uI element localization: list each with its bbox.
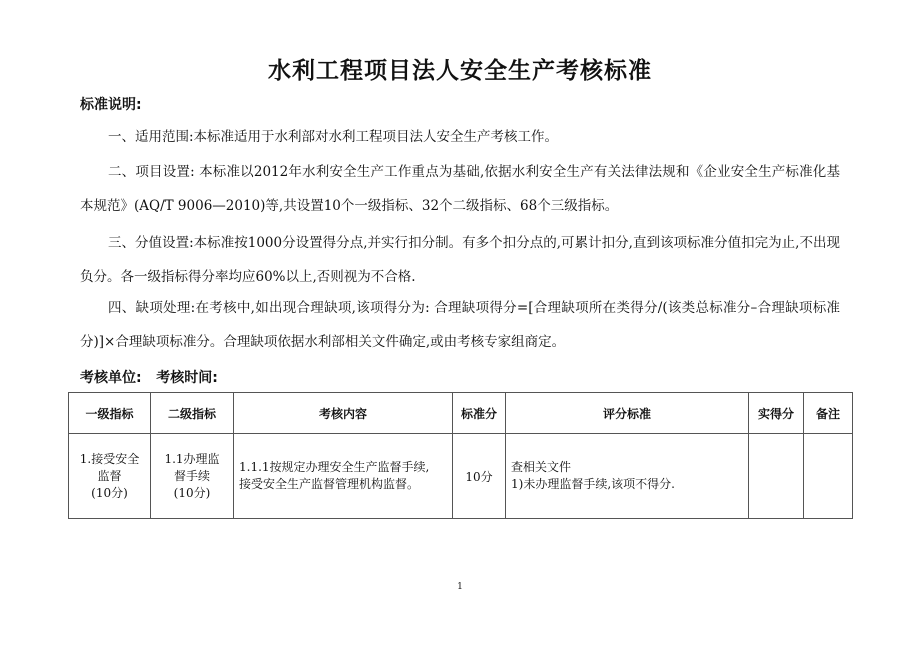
table-header-row <box>69 393 853 434</box>
header-content: 考核内容 <box>234 393 453 434</box>
header-actual: 实得分 <box>749 393 804 434</box>
intro-label: 标准说明: <box>80 97 142 113</box>
cell-line: (10分) <box>91 485 128 500</box>
cell-line: (10分) <box>173 485 211 500</box>
cell-remark <box>804 434 853 519</box>
paragraph-missing-items: 四、缺项处理:在考核中,如出现合理缺项,该项得分为: 合理缺项得分=[合理缺项所在类得分/(该类总标准分–合理缺项标准分)]×合理缺项标准分。合理缺项依据水利部相关文件确定,或由考核专家组商定。 <box>80 300 840 350</box>
cell-level1 <box>69 434 151 519</box>
unit-time-line: 考核单位: 考核时间: <box>80 370 218 386</box>
cell-line: 接受安全生产监督管理机构监督。 <box>239 477 420 491</box>
table-row <box>69 434 853 519</box>
cell-line: 监督 <box>97 468 122 483</box>
cell-line: 1.1办理监 <box>164 451 220 466</box>
header-score: 标准分 <box>453 393 506 434</box>
cell-line: 督手续 <box>173 468 210 483</box>
page-number: 1 <box>457 582 463 592</box>
assessment-table <box>68 392 853 519</box>
paragraph-scope: 一、适用范围:本标准适用于水利部对水利工程项目法人安全生产考核工作。 <box>108 129 559 145</box>
cell-content <box>234 434 453 519</box>
header-remark: 备注 <box>804 393 853 434</box>
header-level1: 一级指标 <box>69 393 151 434</box>
cell-line: 1)未办理监督手续,该项不得分. <box>511 477 675 491</box>
cell-line: 查相关文件 <box>511 460 572 474</box>
cell-criteria <box>506 434 749 519</box>
header-level2: 二级指标 <box>151 393 234 434</box>
header-criteria: 评分标准 <box>506 393 749 434</box>
paragraph-items: 二、项目设置: 本标准以2012年水利安全生产工作重点为基础,依据水利安全生产有关法律法规和《企业安全生产标准化基本规范》(AQ/T 9006—2010)等,共设置10个一级指标、32个二级指标、68个三级指标。 <box>80 164 840 214</box>
document-title: 水利工程项目法人安全生产考核标准 <box>268 58 652 84</box>
cell-line: 1.接受安全 <box>79 451 140 466</box>
cell-score: 10分 <box>453 434 506 519</box>
paragraph-scoring: 三、分值设置:本标准按1000分设置得分点,并实行扣分制。有多个扣分点的,可累计扣分,直到该项标准分值扣完为止,不出现负分。各一级指标得分率均应60%以上,否则视为不合格. <box>80 235 840 285</box>
cell-actual <box>749 434 804 519</box>
cell-line: 1.1.1按规定办理安全生产监督手续, <box>239 460 430 474</box>
cell-level2 <box>151 434 234 519</box>
